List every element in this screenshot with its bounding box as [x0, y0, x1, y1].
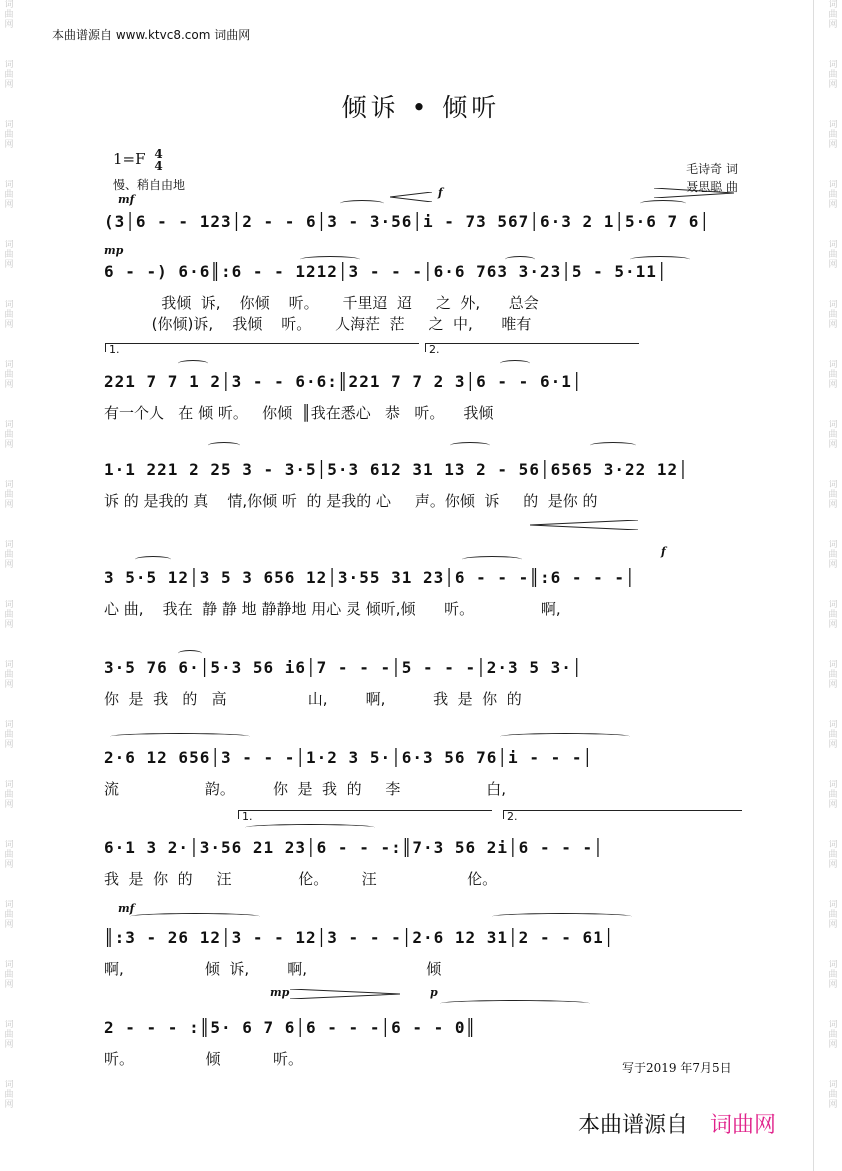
lyricist: 毛诗奇 词 — [686, 162, 738, 176]
slur — [500, 733, 630, 740]
source-line: 本曲谱源自 www.ktvc8.com 词曲网 — [52, 28, 251, 42]
watermark-text: 词曲网 — [828, 0, 838, 30]
dynamic-mf-2: mf — [118, 902, 135, 915]
watermark-text: 词曲网 — [4, 360, 14, 390]
lyric-line: 流 韵。 你 是 我 的 李 白, — [104, 780, 507, 798]
right-watermark-strip — [826, 0, 840, 1171]
time-numerator: 4 — [154, 147, 163, 161]
dynamic-p: p — [430, 986, 438, 999]
song-title: 倾诉 • 倾听 — [341, 93, 501, 122]
watermark-text: 词曲网 — [828, 660, 838, 690]
tempo-marking: 慢、稍自由地 — [113, 178, 186, 192]
watermark-text: 词曲网 — [828, 480, 838, 510]
watermark-text: 词曲网 — [4, 1080, 14, 1110]
volta-2b: 2. — [503, 810, 742, 819]
slur — [130, 913, 260, 920]
slur — [500, 360, 530, 367]
volta-2: 2. — [425, 343, 639, 352]
left-watermark-strip — [2, 0, 16, 1171]
lyric-line: 听。 倾 听。 — [104, 1050, 303, 1068]
notation-row: 221 7 7 1 2│3 - - 6·6:║221 7 7 2 3│6 - - 6·1│ — [104, 372, 583, 391]
brand-footer — [578, 1108, 776, 1139]
composer: 聂思聪 曲 — [686, 180, 738, 194]
slur — [640, 200, 686, 207]
lyric-line: 啊, 倾 诉, 啊, 倾 — [104, 960, 442, 978]
watermark-text: 词曲网 — [828, 420, 838, 450]
lyric-line: 诉 的 是我的 真 情,你倾 听 的 是我的 心 声。你倾 诉 的 是你 的 — [104, 492, 598, 510]
slur — [450, 442, 490, 449]
notation-row: 2 - - - :║5· 6 7 6│6 - - -│6 - - 0║ — [104, 1018, 477, 1037]
lyric-line: 心 曲, 我在 静 静 地 静静地 用心 灵 倾听,倾 听。 啊, — [104, 600, 561, 618]
slur — [440, 1000, 590, 1007]
slur — [340, 200, 384, 207]
watermark-text: 词曲网 — [4, 60, 14, 90]
brand-site-link[interactable]: 词曲网 — [710, 1113, 777, 1138]
date-note: 写于2019 年7月5日 — [622, 1061, 732, 1075]
watermark-text: 词曲网 — [828, 240, 838, 270]
time-signature — [154, 148, 162, 172]
key-signature — [113, 148, 163, 172]
watermark-text: 词曲网 — [828, 840, 838, 870]
watermark-text: 词曲网 — [4, 540, 14, 570]
slur — [590, 442, 636, 449]
watermark-text: 词曲网 — [4, 480, 14, 510]
dynamic-f: f — [438, 186, 443, 199]
dynamic-mp: mp — [104, 244, 124, 257]
notation-row: 6 - -) 6·6║:6 - - 1212│3 - - -│6·6 763 3·23│5 - 5·11│ — [104, 262, 668, 281]
slur — [110, 733, 250, 740]
watermark-text: 词曲网 — [828, 900, 838, 930]
watermark-text: 词曲网 — [4, 420, 14, 450]
brand-text: 本曲谱源自 — [578, 1113, 689, 1138]
lyric-line: (你倾)诉, 我倾 听。 人海茫 茫 之 中, 唯有 — [104, 315, 532, 333]
slur — [208, 442, 240, 449]
watermark-text: 词曲网 — [4, 180, 14, 210]
watermark-text: 词曲网 — [828, 1080, 838, 1110]
slur — [462, 556, 522, 563]
dynamic-mp-2: mp — [270, 986, 290, 999]
watermark-text: 词曲网 — [828, 540, 838, 570]
watermark-text: 词曲网 — [828, 720, 838, 750]
volta-1b: 1. — [238, 810, 492, 819]
slur — [135, 556, 171, 563]
lyric-line: 我倾 诉, 你倾 听。 千里迢 迢 之 外, 总会 — [104, 294, 539, 312]
time-denominator: 4 — [154, 159, 163, 173]
lyric-line: 有一个人 在 倾 听。 你倾 ║我在悉心 恭 听。 我倾 — [104, 404, 494, 422]
dynamic-mf: mf — [118, 193, 135, 206]
slur — [245, 824, 375, 831]
watermark-text: 词曲网 — [4, 300, 14, 330]
notation-row: 3 5·5 12│3 5 3 656 12│3·55 31 23│6 - - -║:6 - - -│ — [104, 568, 636, 587]
watermark-text: 词曲网 — [828, 1020, 838, 1050]
watermark-text: 词曲网 — [4, 720, 14, 750]
lyric-line: 我 是 你 的 汪 伦。 汪 伦。 — [104, 870, 498, 888]
slur — [178, 360, 208, 367]
notation-row: 3·5 76 6·│5·3 56 i6│7 - - -│5 - - -│2·3 5 3·│ — [104, 658, 583, 677]
watermark-text: 词曲网 — [828, 300, 838, 330]
dynamic-f-2: f — [661, 545, 666, 558]
watermark-text: 词曲网 — [4, 960, 14, 990]
notation-row: 6·1 3 2·│3·56 21 23│6 - - -:║7·3 56 2i│6 - - -│ — [104, 838, 604, 857]
watermark-text: 词曲网 — [4, 1020, 14, 1050]
watermark-text: 词曲网 — [828, 360, 838, 390]
watermark-text: 词曲网 — [4, 120, 14, 150]
watermark-text: 词曲网 — [828, 780, 838, 810]
watermark-text: 词曲网 — [828, 960, 838, 990]
watermark-text: 词曲网 — [828, 120, 838, 150]
slur — [492, 913, 632, 920]
watermark-text: 词曲网 — [4, 660, 14, 690]
slur — [178, 650, 202, 657]
watermark-text: 词曲网 — [4, 0, 14, 30]
lyric-line: 你 是 我 的 高 山, 啊, 我 是 你 的 — [104, 690, 522, 708]
watermark-text: 词曲网 — [828, 180, 838, 210]
watermark-text: 词曲网 — [4, 240, 14, 270]
notation-row: 1·1 221 2 25 3 - 3·5│5·3 612 31 13 2 - 56│6565 3·22 12│ — [104, 460, 689, 479]
watermark-text: 词曲网 — [828, 600, 838, 630]
volta-1: 1. — [105, 343, 419, 352]
watermark-text: 词曲网 — [4, 900, 14, 930]
watermark-text: 词曲网 — [4, 600, 14, 630]
notation-row: 2·6 12 656│3 - - -│1·2 3 5·│6·3 56 76│i - - -│ — [104, 748, 594, 767]
watermark-text: 词曲网 — [4, 840, 14, 870]
notation-row: ║:3 - 26 12│3 - - 12│3 - - -│2·6 12 31│2 - - 61│ — [104, 928, 615, 947]
page-edge-rule — [813, 0, 814, 1171]
notation-row: (3│6 - - 123│2 - - 6│3 - 3·56│i - 73 567│6·3 2 1│5·6 7 6│ — [104, 212, 711, 231]
watermark-text: 词曲网 — [828, 60, 838, 90]
key-label: 1=F — [113, 150, 146, 168]
watermark-text: 词曲网 — [4, 780, 14, 810]
